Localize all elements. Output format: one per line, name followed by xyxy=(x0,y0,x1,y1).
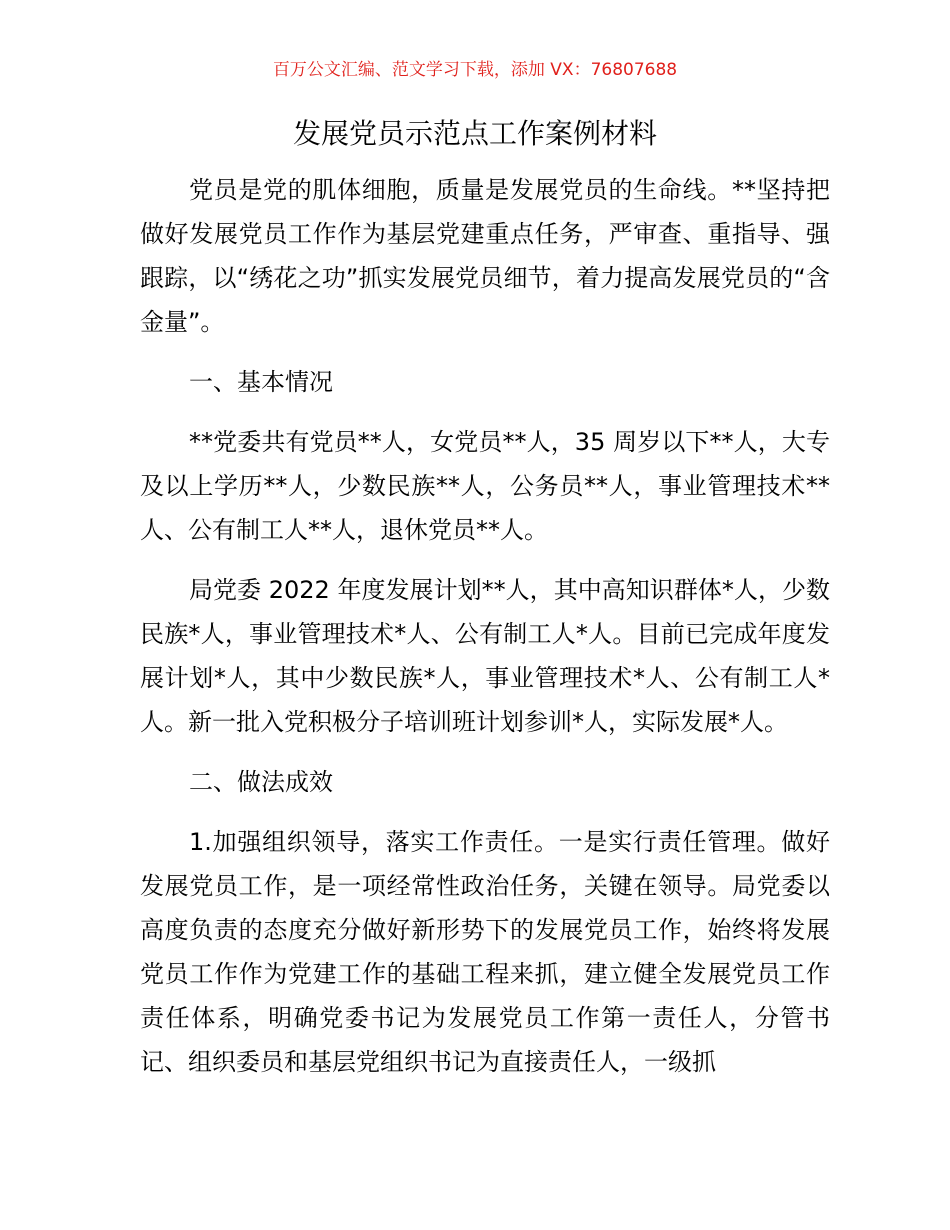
paragraph-basic-members: **党委共有党员**人，女党员**人，35 周岁以下**人，大专及以上学历**人，少数民族**人，公务员**人，事业管理技术**人、公有制工人**人，退休党员**人。 xyxy=(140,428,830,544)
paragraph-method-leadership: 1.加强组织领导，落实工作责任。一是实行责任管理。做好发展党员工作，是一项经常性政治任务，关键在领导。局党委以高度负责的态度充分做好新形势下的发展党员工作，始终将发展党员工作作为党建工作的基础工程来抓，建立健全发展党员工作责任体系，明确党委书记为发展党员工作第一责任人，分管书记、组织委员和基层党组织书记为直接责任人，一级抓 xyxy=(140,828,830,1076)
paragraph-intro: 党员是党的肌体细胞，质量是发展党员的生命线。**坚持把做好发展党员工作作为基层党建重点任务，严审查、重指导、强跟踪，以“绣花之功”抓实发展党员细节，着力提高发展党员的“含金量”。 xyxy=(140,176,830,336)
paragraph-basic-plan: 局党委 2022 年度发展计划**人，其中高知识群体*人，少数民族*人，事业管理技术*人、公有制工人*人。目前已完成年度发展计划*人，其中少数民族*人，事业管理技术*人、公有制工人*人。新一批入党积极分子培训班计划参训*人，实际发展*人。 xyxy=(140,576,830,736)
section-heading-methods: 二、做法成效 xyxy=(189,768,333,796)
section-heading-basic: 一、基本情况 xyxy=(189,368,333,396)
header-note: 百万公文汇编、范文学习下载，添加 VX：76807688 xyxy=(272,60,678,80)
document-body xyxy=(140,168,830,1100)
document-title: 发展党员示范点工作案例材料 xyxy=(292,117,657,150)
